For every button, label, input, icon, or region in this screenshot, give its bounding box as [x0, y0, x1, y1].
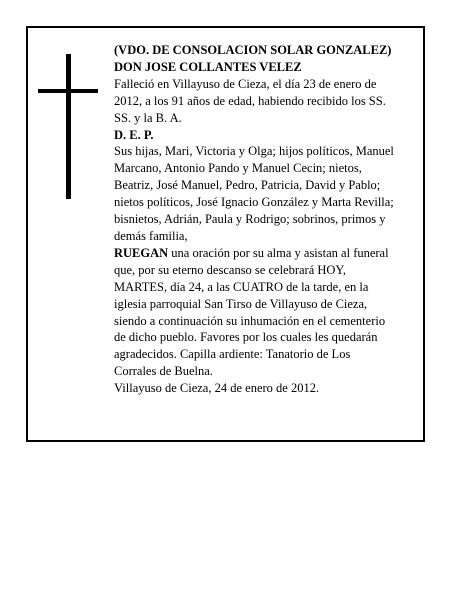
family-line-5: bisnietos, Adrián, Paula y Rodrigo; sobrinos, primos y — [114, 212, 386, 227]
death-line-3: SS. y la B. A. — [114, 110, 182, 125]
place-date: Villayuso de Cieza, 24 de enero de 2012. — [114, 381, 320, 396]
funeral-line-1 — [114, 245, 420, 262]
deceased-name: DON JOSE COLLANTES VELEZ — [114, 59, 302, 74]
death-line-1: Falleció en Villayuso de Cieza, el día 23 de enero de — [114, 76, 377, 91]
cross-horizontal-bar — [38, 89, 98, 93]
obituary-notice — [26, 26, 425, 442]
family-line-2: Marcano, Antonio Pando y Manuel Cecin; nietos, — [114, 161, 362, 176]
ruegan-word: RUEGAN — [114, 245, 169, 260]
dep-line: D. E. P. — [114, 127, 154, 142]
family-line-1: Sus hijas, Mari, Victoria y Olga; hijos políticos, Manuel — [114, 144, 394, 159]
family-line-3: Beatriz, José Manuel, Pedro, Patricia, David y Pablo; — [114, 178, 381, 193]
family-line-6: demás familia, — [114, 228, 188, 243]
cross-vertical-bar — [66, 54, 71, 199]
funeral-line-7: agradecidos. Capilla ardiente: Tanatorio de Los — [114, 347, 351, 362]
death-line-2: 2012, a los 91 años de edad, habiendo recibido los SS. — [114, 93, 386, 108]
obituary-text — [114, 42, 420, 397]
funeral-line-2: que, por su eterno descanso se celebrará HOY, — [114, 262, 346, 277]
family-line-4: nietos políticos, José Ignacio González y Marta Revilla; — [114, 195, 394, 210]
funeral-line-4: iglesia parroquial San Tirso de Villayuso de Cieza, — [114, 296, 368, 311]
funeral-line-8: Corrales de Buelna. — [114, 364, 213, 379]
widow-line: (VDO. DE CONSOLACION SOLAR GONZALEZ) — [114, 43, 392, 57]
funeral-line-5: siendo a continuación su inhumación en el cementerio — [114, 313, 386, 328]
funeral-first-line: una oración por su alma y asistan al funeral — [168, 245, 389, 260]
cross-icon — [38, 54, 98, 199]
funeral-line-6: de dicho pueblo. Favores por los cuales les quedarán — [114, 330, 378, 345]
funeral-line-3: MARTES, día 24, a las CUATRO de la tarde, en la — [114, 279, 369, 294]
